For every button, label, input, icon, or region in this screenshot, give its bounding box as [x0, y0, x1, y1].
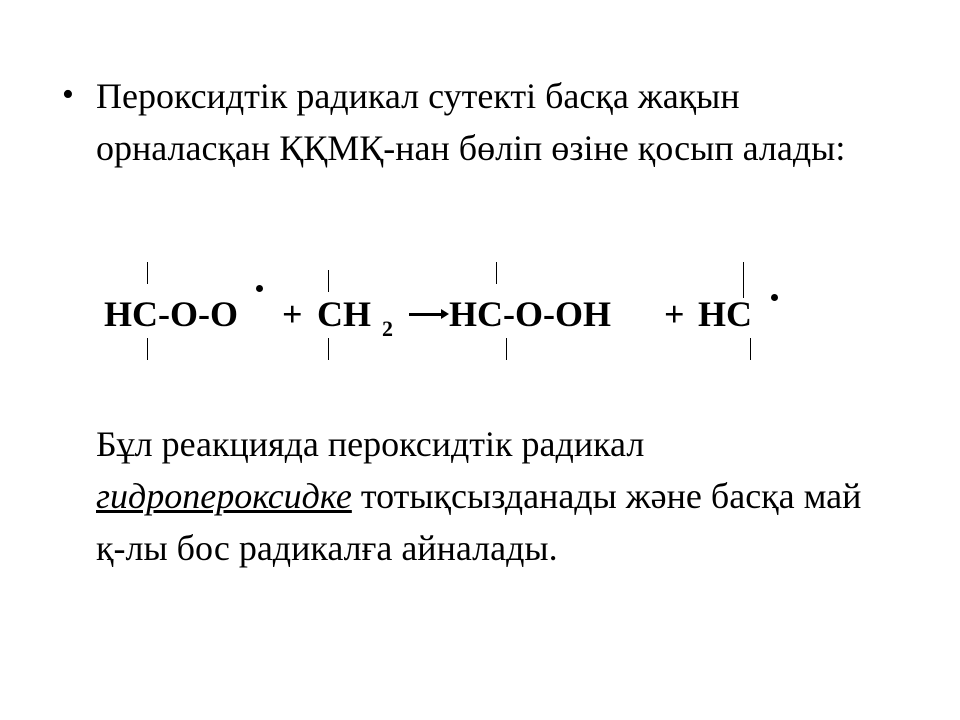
reactant-peroxide-radical: HC-O-O: [104, 294, 238, 334]
intro-paragraph: Пероксидтік радикал сутекті басқа жақын орналасқан ҚҚМҚ-нан бөліп өзіне қосып алады:: [96, 76, 846, 168]
radical-dot: [256, 285, 263, 292]
explanation-text-part1: Бұл реакцияда пероксидтік радикал: [96, 424, 645, 464]
bond-line: [750, 338, 751, 360]
explanation-text-part2: тотықсызданады және басқа май қ-лы бос радикалға айналады.: [96, 476, 862, 568]
bond-line: [743, 262, 744, 284]
bond-line: [328, 270, 329, 292]
term-hydroperoxide: гидропероксидке: [96, 476, 352, 516]
bond-line: [506, 338, 507, 360]
radical-dot: [771, 294, 778, 301]
plus-sign: +: [664, 294, 685, 334]
bullet-point: •: [62, 76, 74, 113]
subscript-2: 2: [382, 316, 393, 341]
reaction-arrow: [409, 313, 443, 316]
bond-line: [328, 338, 329, 360]
explanation-paragraph: [96, 418, 896, 574]
product-radical: HC: [698, 294, 752, 334]
reactant-ch2: CH: [317, 294, 371, 334]
product-hydroperoxide: HC-O-OH: [449, 294, 611, 334]
bond-line: [147, 262, 148, 284]
bond-line: [496, 262, 497, 284]
bond-line: [147, 338, 148, 360]
plus-sign: +: [282, 294, 303, 334]
